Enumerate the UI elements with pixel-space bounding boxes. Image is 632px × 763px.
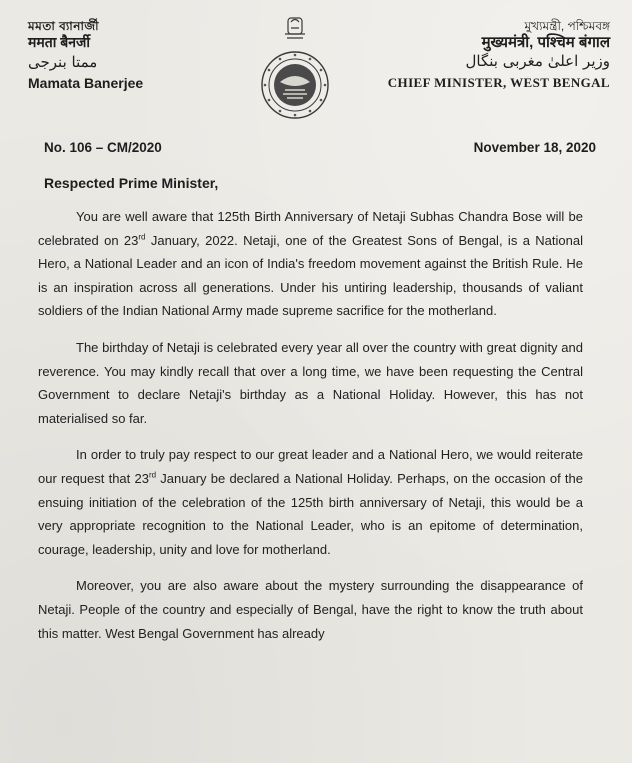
paragraph-4: Moreover, you are also aware about the mystery surrounding the disappearance of Netaji. People of the country and especially of Bengal, have the right to know the truth about this matter. West Bengal Government has already <box>38 578 583 641</box>
paragraph-1-superscript: rd <box>138 232 146 242</box>
paragraph-3 <box>38 443 583 561</box>
paragraph-3-text-a: In order to truly pay respect to our great leader and a National Hero, we would reiterate our request that 23 <box>38 447 583 486</box>
office-title-block <box>388 20 610 91</box>
paragraph-1-text-b: January, 2022. Netaji, one of the Greatest Sons of Bengal, is a National Hero, a National Leader and an icon of India's freedom movement against the British Rule. He is an inspiration across all generations. Under his untiring leadership, thousands of valiant soldiers of the Indian National Army made supreme sacrifice for the motherland. <box>38 232 583 319</box>
office-title-bengali: মুখ্যমন্ত্রী, পশ্চিমবঙ্গ <box>524 19 610 33</box>
sender-name-hindi: ममता बैनर्जी <box>28 33 91 50</box>
sender-name-block <box>28 20 143 91</box>
sender-name-urdu: ممتا بنرجی <box>28 52 98 71</box>
sender-name-bengali: মমতা ব্যানার্জী <box>28 19 100 33</box>
letter-date: November 18, 2020 <box>473 140 596 155</box>
letter-body <box>38 205 583 658</box>
salutation: Respected Prime Minister, <box>44 175 219 191</box>
paragraph-1 <box>38 205 583 323</box>
sender-name-english: Mamata Banerjee <box>28 75 144 92</box>
paragraph-3-superscript: rd <box>148 470 157 480</box>
paragraph-3-text-b: January be declared a National Holiday. Perhaps, on the occasion of the ensuing initiation of the celebration of the 125th birth anniversary of Netaji, this would be a very appropriate recognition to the National Leader, who is an epitome of determination, courage, leadership, unity and love for motherland. <box>38 470 583 557</box>
reference-number: No. 106 – CM/2020 <box>44 140 162 155</box>
paragraph-2: The birthday of Netaji is celebrated every year all over the country with great dignity and reverence. You may kindly recall that over a long time, we have been requesting the Central Government to declare Netaji's birthday as a National Holiday. However, this has not materialised so far. <box>38 339 583 426</box>
paragraph-1-text-a: You are well aware that 125th Birth Anniversary of Netaji Subhas Chandra Bose will be celebrated on 23 <box>38 209 583 248</box>
office-title-english: CHIEF MINISTER, WEST BENGAL <box>387 75 610 91</box>
office-title-urdu: وزیر اعلیٰ مغربی بنگال <box>465 52 610 71</box>
office-title-hindi: मुख्यमंत्री, पश्चिम बंगाल <box>481 33 610 51</box>
state-emblem-icon <box>255 10 335 120</box>
